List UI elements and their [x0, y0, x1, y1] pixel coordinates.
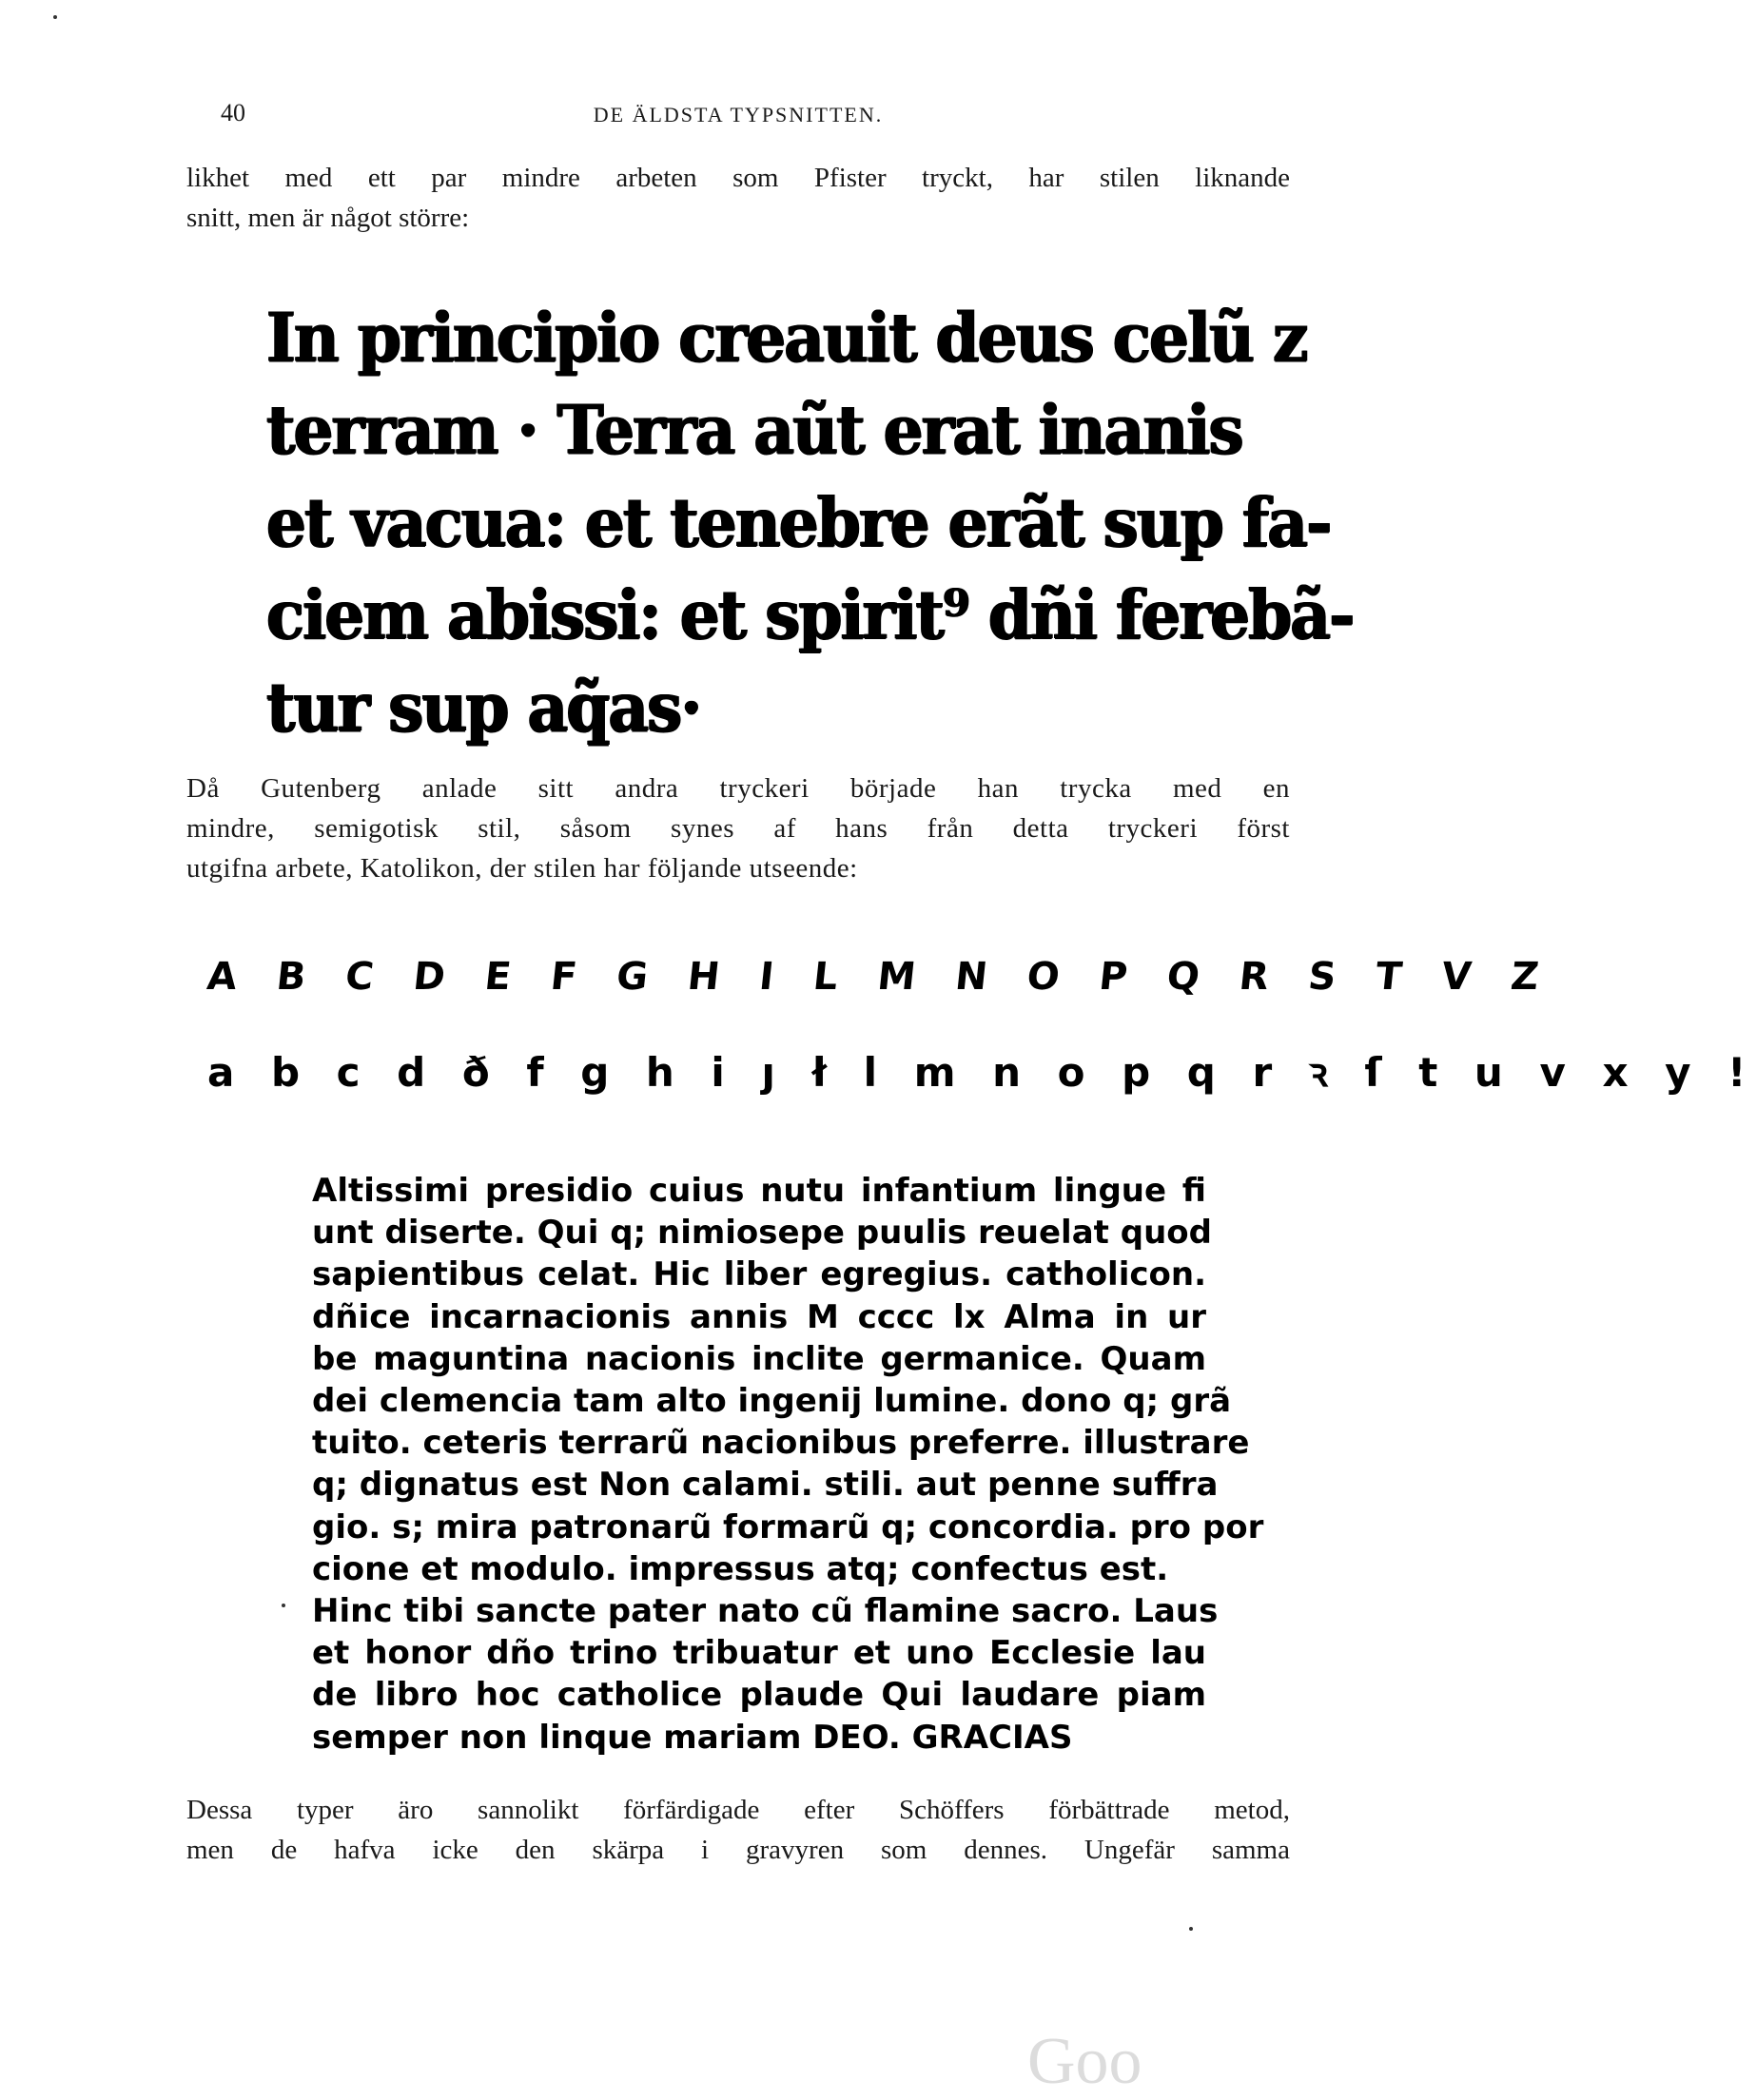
specimen-line: terram · Terra aũt erat inanis — [266, 389, 1242, 470]
print-speck — [282, 1604, 285, 1607]
print-speck — [1189, 1927, 1193, 1931]
alphabet-lowercase: a b c d ð f g h i ȷ ł l m n o p q r ꝛ ſ t u v x y ! — [207, 1049, 1757, 1096]
paragraph-intro — [186, 158, 1290, 238]
text-line: Dessa typer äro sannolikt förfärdigade efter Schöffers förbättrade metod, — [186, 1795, 1290, 1825]
specimen-line: cione et modulo. impressus atq; confectus est. — [312, 1549, 1169, 1588]
specimen-line: semper non linque mariam DEO. GRACIAS — [312, 1718, 1073, 1757]
specimen-line: sapientibus celat. Hic liber egregius. catholicon. — [312, 1255, 1206, 1294]
print-speck — [53, 15, 57, 19]
text-line: mindre, semigotisk stil, såsom synes af hans från detta tryckeri först — [186, 813, 1290, 844]
specimen-line: de libro hoc catholice plaude Qui laudare piam — [312, 1676, 1206, 1715]
specimen-line: tur sup aq̃as· — [266, 667, 701, 748]
running-title: DE ÄLDSTA TYPSNITTEN. — [593, 103, 884, 126]
scan-watermark: Goo — [1027, 2025, 1142, 2098]
specimen-line: ciem abissi: et spirit⁹ dñi ferebã- — [266, 574, 1354, 655]
text-line: Då Gutenberg anlade sitt andra tryckeri började han trycka med en — [186, 773, 1290, 804]
running-head — [186, 99, 1290, 137]
specimen-line: gio. s; mira patronarũ formarũ q; concordia. pro por — [312, 1507, 1264, 1546]
text-line: men de hafva icke den skärpa i gravyren som dennes. Ungefär samma — [186, 1835, 1290, 1865]
text-line: utgifna arbete, Katolikon, der stilen har följande utseende: — [186, 853, 858, 884]
specimen-line: In principio creauit deus celũ z — [266, 297, 1307, 378]
paragraph-closing — [186, 1790, 1290, 1870]
specimen-line: Altissimi presidio cuius nutu infantium lingue fi — [312, 1172, 1206, 1210]
text-line: likhet med ett par mindre arbeten som Pfister tryckt, har stilen liknande — [186, 163, 1290, 193]
specimen-line: unt diserte. Qui q; nimiosepe puulis reuelat quod — [312, 1214, 1212, 1253]
specimen-line: tuito. ceteris terrarũ nacionibus preferre. illustrare — [312, 1424, 1250, 1463]
specimen-line: be maguntina nacionis inclite germanice. Quam — [312, 1339, 1206, 1378]
alphabet-uppercase: A B C D E F G H I L M N O P Q R S T V Z — [205, 955, 1554, 999]
specimen-line: q; dignatus est Non calami. stili. aut penne suffra — [312, 1466, 1219, 1505]
specimen-line: dñice incarnacionis annis M cccc lx Alma in ur — [312, 1297, 1206, 1336]
paragraph-katolikon — [186, 768, 1290, 888]
text-line: snitt, men är något större: — [186, 203, 470, 233]
specimen-line: et vacua: et tenebre erãt sup fa- — [266, 481, 1331, 563]
catholicon-colophon-specimen — [312, 1170, 1264, 1759]
specimen-line: dei clemencia tam alto ingenij lumine. dono q; grã — [312, 1382, 1232, 1421]
specimen-line: Hinc tibi sancte pater nato cũ flamine sacro. Laus — [312, 1592, 1219, 1631]
blackletter-specimen — [266, 291, 1354, 753]
page-number: 40 — [221, 99, 245, 126]
specimen-line: et honor dño trino tribuatur et uno Ecclesie lau — [312, 1634, 1206, 1673]
